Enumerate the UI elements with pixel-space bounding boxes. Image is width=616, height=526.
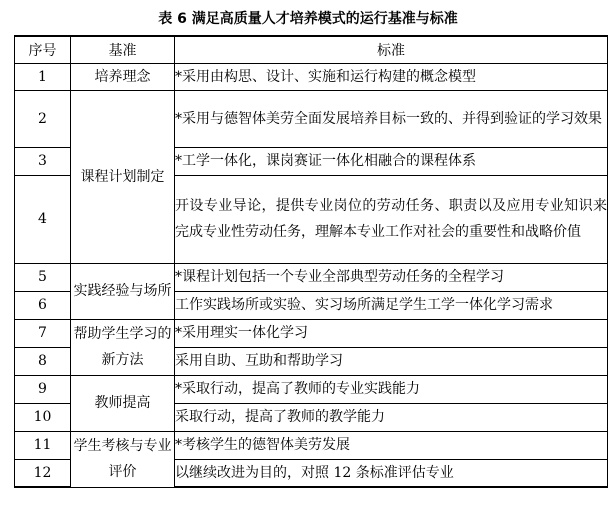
row-number: 10 bbox=[15, 403, 71, 431]
benchmark-cell: 帮助学生学习的新方法 bbox=[71, 319, 175, 375]
standard-cell: 采用自助、互助和帮助学习 bbox=[175, 347, 608, 375]
benchmark-cell: 教师提高 bbox=[71, 375, 175, 431]
standard-cell: *课程计划包括一个专业全部典型劳动任务的全程学习 bbox=[175, 263, 608, 291]
row-number: 6 bbox=[15, 291, 71, 319]
standard-cell: *考核学生的德智体美劳发展 bbox=[175, 431, 608, 459]
benchmark-cell: 课程计划制定 bbox=[71, 90, 175, 263]
standard-cell: *采用与德智体美劳全面发展培养目标一致的、并得到验证的学习效果 bbox=[175, 90, 608, 147]
header-number: 序号 bbox=[15, 36, 71, 63]
table-caption: 表 6 满足高质量人才培养模式的运行基准与标准 bbox=[158, 11, 458, 27]
standard-cell: 开设专业导论，提供专业岗位的劳动任务、职责以及应用专业知识来完成专业性劳动任务，理解本专业工作对社会的重要性和战略价值 bbox=[175, 175, 608, 263]
header-standard: 标准 bbox=[175, 36, 608, 63]
row-number: 12 bbox=[15, 459, 71, 487]
table-row bbox=[15, 263, 608, 291]
benchmark-cell: 实践经验与场所 bbox=[71, 263, 175, 319]
row-number: 2 bbox=[15, 90, 71, 147]
standard-cell: 采取行动，提高了教师的教学能力 bbox=[175, 403, 608, 431]
table-row bbox=[15, 63, 608, 90]
table-header-row bbox=[15, 36, 608, 63]
standard-cell: *采用由构思、设计、实施和运行构建的概念模型 bbox=[175, 63, 608, 90]
table-row bbox=[15, 319, 608, 347]
benchmark-cell: 培养理念 bbox=[71, 63, 175, 90]
row-number: 5 bbox=[15, 263, 71, 291]
row-number: 3 bbox=[15, 147, 71, 175]
row-number: 9 bbox=[15, 375, 71, 403]
row-number: 7 bbox=[15, 319, 71, 347]
standards-table bbox=[14, 35, 608, 488]
benchmark-cell: 学生考核与专业评价 bbox=[71, 431, 175, 487]
table-row bbox=[15, 90, 608, 147]
standard-cell: *工学一体化，课岗赛证一体化相融合的课程体系 bbox=[175, 147, 608, 175]
standard-cell: *采用理实一体化学习 bbox=[175, 319, 608, 347]
table-row bbox=[15, 375, 608, 403]
standard-cell: 以继续改进为目的，对照 12 条标准评估专业 bbox=[175, 459, 608, 487]
standard-cell: 工作实践场所或实验、实习场所满足学生工学一体化学习需求 bbox=[175, 291, 608, 319]
row-number: 4 bbox=[15, 175, 71, 263]
table-row bbox=[15, 431, 608, 459]
row-number: 1 bbox=[15, 63, 71, 90]
row-number: 8 bbox=[15, 347, 71, 375]
row-number: 11 bbox=[15, 431, 71, 459]
standard-cell: *采取行动，提高了教师的专业实践能力 bbox=[175, 375, 608, 403]
header-benchmark: 基准 bbox=[71, 36, 175, 63]
